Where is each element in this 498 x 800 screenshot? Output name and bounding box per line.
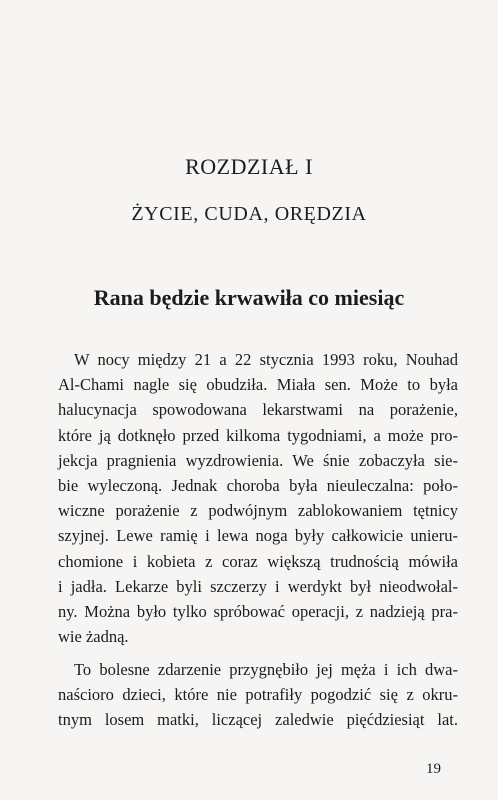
text-line: naścioro dzieci, które nie potrafiły pogodzić się z okru-	[58, 685, 458, 705]
paragraph-1	[58, 347, 458, 649]
text-line: tnym losem matki, liczącej zaledwie pięćdziesiąt lat.	[58, 710, 458, 730]
text-line: bie wyleczoną. Jednak choroba była nieuleczalna: poło-	[58, 476, 458, 496]
page-number: 19	[426, 761, 441, 777]
text-line: chomione i kobieta z coraz większą trudnością mówiła	[58, 551, 458, 571]
text-line: które ją dotknęło przed kilkoma tygodniami, a może pro-	[58, 425, 458, 445]
text-line: Al-Chami nagle się obudziła. Miała sen. Może to była	[58, 375, 458, 395]
text-line: ny. Można było tylko spróbować operacji, z nadzieją pra-	[58, 602, 458, 622]
text-line: halucynacja spowodowana lekarstwami na porażenie,	[58, 400, 458, 420]
chapter-number: ROZDZIAŁ I	[185, 154, 313, 179]
text-line: wiczne porażenie z podwójnym zablokowaniem tętnicy	[58, 501, 458, 521]
section-heading: Rana będzie krwawiła co miesiąc	[93, 285, 405, 310]
text-line: W nocy między 21 a 22 stycznia 1993 roku, Nouhad	[74, 350, 458, 369]
text-line: jekcja pragnienia wyzdrowienia. We śnie zobaczyła sie-	[58, 450, 458, 470]
text-line: To bolesne zdarzenie przygnębiło jej męża i ich dwa-	[74, 660, 458, 679]
text-line: i jadła. Lekarze byli szczerzy i werdykt był nieodwołal-	[58, 576, 458, 596]
chapter-title: ŻYCIE, CUDA, ORĘDZIA	[131, 203, 367, 225]
text-line: wie żadną.	[58, 627, 129, 647]
paragraph-2	[58, 657, 458, 733]
text-line: szyjnej. Lewe ramię i lewa noga były całkowicie unieru-	[58, 526, 458, 546]
